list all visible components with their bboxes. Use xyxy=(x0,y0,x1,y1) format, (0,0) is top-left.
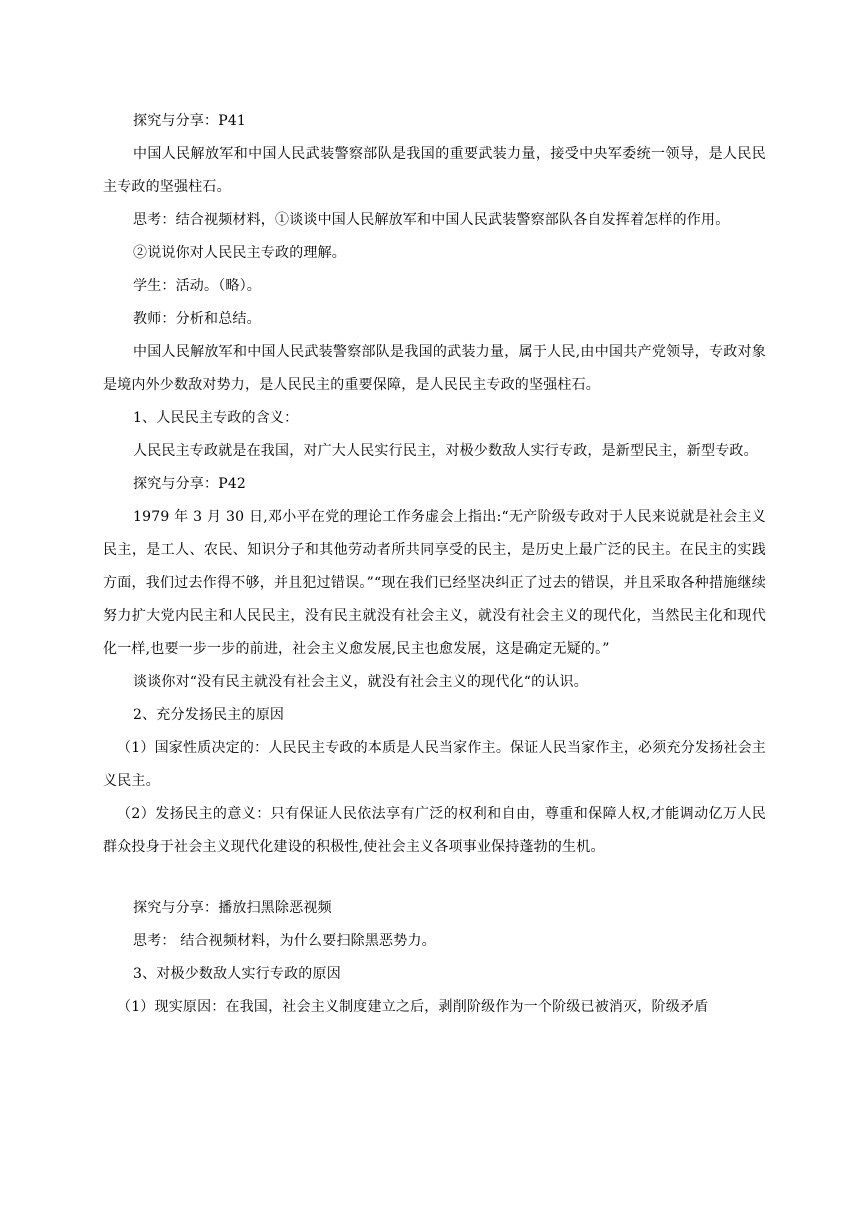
section-heading-p41: 探究与分享：P41 xyxy=(133,113,247,129)
heading-democracy-reasons: 2、充分发扬民主的原因 xyxy=(133,707,285,723)
discussion-prompt: 谈谈你对“没有民主就没有社会主义，就没有社会主义的现代化“的认识。 xyxy=(133,674,588,690)
paragraph-pla-intro: 中国人民解放军和中国人民武装警察部队是我国的重要武装力量，接受中央军委统一领导，是人民民主专政的坚强柱石。 xyxy=(103,146,766,195)
question-paragraph-2: ②说说你对人民民主专政的理解。 xyxy=(133,245,346,261)
question-paragraph-1: 思考：结合视频材料，①谈谈中国人民解放军和中国人民武装警察部队各自发挥着怎样的作用。 xyxy=(133,212,730,228)
paragraph-armed-forces: 中国人民解放军和中国人民武装警察部队是我国的武装力量，属于人民,由中国共产党领导，专政对象是境内外少数敌对势力，是人民民主的重要保障，是人民民主专政的坚强柱石。 xyxy=(103,344,766,393)
section-heading-p42: 探究与分享：P42 xyxy=(133,476,247,492)
blank-line xyxy=(103,864,766,892)
section-heading-video: 探究与分享：播放扫黑除恶视频 xyxy=(133,900,332,916)
paragraph-deng-quote: 1979 年 3 月 30 日,邓小平在党的理论工作务虚会上指出:“无产阶级专政对于人民来说就是社会主义民主，是工人、农民、知识分子和其他劳动者所共同享受的民主，是历史上最广泛的民主。在民主的实践方面，我们过去作得不够，并且犯过错误。”“现在我们已经坚决纠正了过去的错误，并且采取各种措施继续努力扩大党内民主和人民民主，没有民主就没有社会主义，就没有社会主义的现代化，当然民主化和现代化一样,也要一步一步的前进，社会主义愈发展,民主也愈发展，这是确定无疑的。” xyxy=(103,509,766,657)
paragraph-dictatorship-definition: 人民民主专政就是在我国，对广大人民实行民主，对极少数敌人实行专政，是新型民主，新型专政。 xyxy=(133,443,758,459)
reason-1: （1）国家性质决定的：人民民主专政的本质是人民当家作主。保证人民当家作主，必须充分发扬社会主义民主。 xyxy=(103,740,766,789)
student-activity: 学生：活动。（略）。 xyxy=(133,278,261,294)
reason-2: （2）发扬民主的意义：只有保证人民依法享有广泛的权利和自由，尊重和保障人权,才能调动亿万人民群众投身于社会主义现代化建设的积极性,使社会主义各项事业保持蓬勃的生机。 xyxy=(103,806,766,855)
heading-dictatorship-reasons: 3、对极少数敌人实行专政的原因 xyxy=(133,966,341,982)
question-video: 思考： 结合视频材料，为什么要扫除黑恶势力。 xyxy=(133,933,436,949)
heading-dictatorship-meaning: 1、人民民主专政的含义： xyxy=(133,410,299,426)
reason-reality: （1）现实原因：在我国，社会主义制度建立之后，剥削阶级作为一个阶级已被消灭，阶级矛盾 xyxy=(117,999,709,1015)
teacher-summary: 教师：分析和总结。 xyxy=(133,311,261,327)
